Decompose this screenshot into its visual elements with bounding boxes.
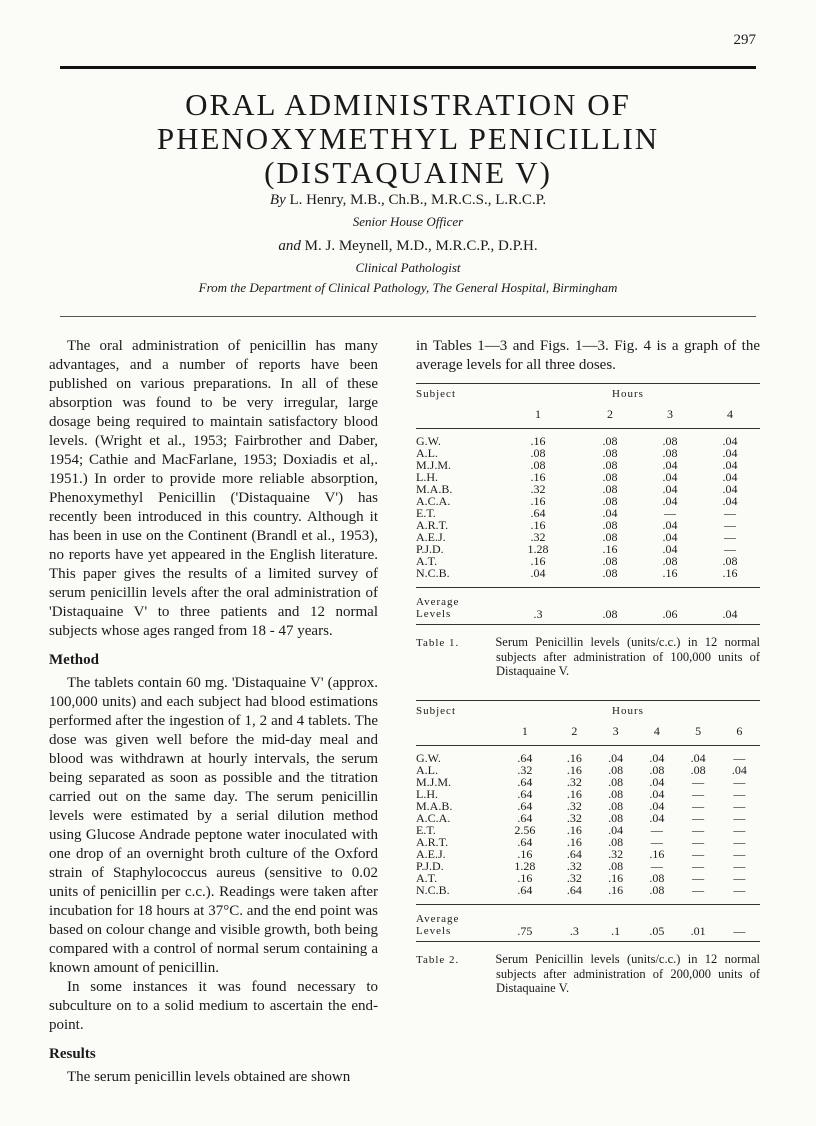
value-cell: .16 [517, 871, 533, 885]
hour-label: 3 [640, 400, 700, 429]
value-cell: .32 [608, 847, 624, 861]
hours-row-spacer [416, 717, 496, 746]
value-cell: .08 [649, 883, 665, 897]
value-cell: .04 [662, 470, 678, 484]
average-spacer [580, 588, 640, 609]
left-column [49, 337, 378, 1087]
value-cell: — [733, 883, 746, 897]
value-cell: .08 [608, 811, 624, 825]
subject-cell: L.H. [416, 787, 438, 801]
method-paragraph-2: In some instances it was found necessary to subculture on to a solid medium to ascertain the end-point. [49, 979, 378, 1033]
value-cell: — [733, 859, 746, 873]
table-row [416, 429, 760, 448]
value-cell: .08 [662, 446, 678, 460]
value-cell: — [692, 811, 705, 825]
value-cell: .16 [517, 847, 533, 861]
value-cell: .08 [608, 787, 624, 801]
value-cell: .04 [731, 763, 747, 777]
hours-row [416, 717, 760, 746]
subject-cell: A.E.J. [416, 530, 446, 544]
hours-header: Hours [496, 701, 760, 718]
value-cell: .04 [722, 458, 738, 472]
subject-cell: M.A.B. [416, 799, 453, 813]
article-title [60, 88, 756, 190]
subject-header: Subject [416, 384, 496, 401]
subject-cell: G.W. [416, 751, 441, 765]
value-cell: .04 [649, 787, 665, 801]
affiliation: From the Department of Clinical Pathology, The General Hospital, Birmingham [198, 280, 618, 295]
table-row [416, 776, 760, 788]
average-label: Average [416, 913, 460, 925]
table-1 [416, 383, 760, 625]
subject-cell: M.J.M. [416, 775, 452, 789]
average-spacer [640, 588, 700, 609]
value-cell: .04 [722, 446, 738, 460]
author-1 [60, 192, 756, 209]
levels-label: Levels [416, 925, 496, 942]
value-cell: .08 [649, 871, 665, 885]
table-header-row [416, 701, 760, 718]
value-cell: .04 [608, 751, 624, 765]
value-cell: — [692, 883, 705, 897]
value-cell: .04 [690, 751, 706, 765]
hours-row [416, 400, 760, 429]
subject-cell: A.L. [416, 446, 438, 460]
average-spacer [496, 588, 580, 609]
value-cell: .04 [608, 823, 624, 837]
value-cell: .16 [608, 871, 624, 885]
method-heading: Method [49, 652, 99, 668]
method-paragraph-1: The tablets contain 60 mg. 'Distaquaine V' (approx. 100,000 units) and each subject had blood estimations performed after the ingestion of 1, 2 and 4 tablets. The dose was given well before the mid-day meal and blood was withdrawn at hourly intervals, the serum being separated as soon as possible and the titration carried out on the same day. The serum penicillin levels were estimated by a serial dilution method using Glucose Andrade peptone water inoculated with one drop of an overnight broth culture of the Oxford strain of Staphylococcus aureus (sensitive to 0.02 units of penicillin per c.c.). Readings were taken after incubation for 18 hours at 37°C. and the end point was based on colour change and visible growth, both being compared with a control of normal serum containing a known amount of penicillin. [49, 675, 378, 976]
value-cell: .04 [602, 506, 618, 520]
value-cell: .04 [722, 434, 738, 448]
value-cell: — [733, 835, 746, 849]
average-spacer [595, 905, 636, 926]
value-cell: — [724, 530, 736, 544]
value-cell: .16 [566, 787, 582, 801]
value-cell: .64 [517, 799, 533, 813]
value-cell: .32 [566, 859, 582, 873]
table-row [416, 848, 760, 860]
value-cell: .04 [662, 518, 678, 532]
hour-label: 2 [554, 717, 595, 746]
value-cell: .08 [530, 458, 546, 472]
value-cell: .32 [566, 799, 582, 813]
value-cell: .04 [662, 542, 678, 556]
value-cell: .04 [649, 799, 665, 813]
value-cell: .64 [517, 787, 533, 801]
table-row [416, 459, 760, 471]
subject-cell: A.L. [416, 763, 438, 777]
value-cell: 1.28 [514, 859, 536, 873]
average-label: Average [416, 596, 460, 608]
value-cell: — [733, 847, 746, 861]
value-cell: .08 [690, 763, 706, 777]
table-row [416, 788, 760, 800]
table-divider [416, 579, 760, 588]
value-cell: .04 [530, 566, 546, 580]
average-spacer [700, 588, 760, 609]
value-cell: .16 [566, 835, 582, 849]
average-value: .04 [700, 608, 760, 625]
value-cell: .08 [608, 799, 624, 813]
subject-cell: P.J.D. [416, 859, 444, 873]
table-1-caption-label: Table 1. [416, 637, 460, 649]
table-row [416, 543, 760, 555]
value-cell: .16 [530, 494, 546, 508]
divider-cell [416, 579, 760, 588]
average-row [416, 925, 760, 942]
value-cell: — [650, 823, 663, 837]
table-row [416, 519, 760, 531]
hour-label: 5 [678, 717, 719, 746]
value-cell: — [724, 506, 736, 520]
table-1-caption-text: Serum Penicillin levels (units/c.c.) in 12 normal subjects after administration of 100,000 units of Distaquaine V. [495, 635, 761, 678]
table-1-caption [416, 635, 760, 678]
value-cell: — [692, 787, 705, 801]
average-value: .75 [496, 925, 554, 942]
value-cell: .64 [517, 835, 533, 849]
hour-label: 1 [496, 400, 580, 429]
results-paragraph: The serum penicillin levels obtained are shown [67, 1069, 351, 1085]
right-column [416, 337, 760, 995]
average-value: .06 [640, 608, 700, 625]
value-cell: .16 [530, 434, 546, 448]
table-row [416, 746, 760, 765]
value-cell: .32 [517, 763, 533, 777]
value-cell: .64 [517, 811, 533, 825]
value-cell: .04 [662, 530, 678, 544]
table-row [416, 836, 760, 848]
subject-cell: N.C.B. [416, 566, 450, 580]
value-cell: .64 [517, 883, 533, 897]
table-2-caption [416, 952, 760, 995]
value-cell: .04 [649, 751, 665, 765]
subject-cell: L.H. [416, 470, 438, 484]
value-cell: — [692, 799, 705, 813]
value-cell: .64 [566, 883, 582, 897]
table-row [416, 824, 760, 836]
value-cell: .08 [662, 554, 678, 568]
value-cell: .16 [566, 763, 582, 777]
divider-cell [416, 896, 760, 905]
value-cell: — [692, 847, 705, 861]
value-cell: — [664, 506, 676, 520]
value-cell: .08 [602, 446, 618, 460]
value-cell: .08 [602, 434, 618, 448]
value-cell: .64 [566, 847, 582, 861]
subject-cell: N.C.B. [416, 883, 450, 897]
author-1-role: Senior House Officer [352, 214, 464, 229]
value-cell: .08 [649, 763, 665, 777]
intro-paragraph: The oral administration of penicillin has many advantages, and a number of reports have been published on various preparations. In all of these absorption was found to be very irregular, large dosage being required to maintain satisfactory blood levels. (Wright et al., 1953; Fairbrother and Daber, 1954; Cathie and MacFarlane, 1953; Doxiadis et al,. 1951.) In order to provide more reliable absorption, Phenoxymethyl Penicillin ('Distaquaine V') has recently been introduced in this country. Although it has been in use on the Continent (Brandl et al., 1953), no reports have yet appeared in the English literature. This paper gives the results of a limited survey of serum penicillin levels after the oral administration of 'Distaquaine V' to three patients and 12 normal subjects whose ages ranged from 18 - 47 years. [49, 338, 378, 639]
value-cell: .08 [602, 518, 618, 532]
average-spacer [636, 905, 677, 926]
author-1-name: L. Henry, M.B., Ch.B., M.R.C.S., L.R.C.P. [289, 192, 547, 208]
value-cell: .08 [602, 554, 618, 568]
results-heading: Results [49, 1046, 96, 1062]
value-cell: .16 [566, 823, 582, 837]
hour-label: 3 [595, 717, 636, 746]
table-row [416, 567, 760, 579]
subject-header: Subject [416, 701, 496, 718]
value-cell: .04 [662, 494, 678, 508]
average-value: .08 [580, 608, 640, 625]
subject-cell: A.R.T. [416, 518, 449, 532]
hour-label: 2 [580, 400, 640, 429]
subject-cell: M.J.M. [416, 458, 452, 472]
value-cell: .08 [608, 859, 624, 873]
value-cell: — [733, 787, 746, 801]
value-cell: — [733, 823, 746, 837]
value-cell: .16 [662, 566, 678, 580]
table-row [416, 764, 760, 776]
subject-cell: A.T. [416, 554, 438, 568]
average-value: .3 [496, 608, 580, 625]
average-spacer [719, 905, 760, 926]
average-label-row [416, 588, 760, 609]
section-rule [60, 316, 756, 317]
table-row [416, 471, 760, 483]
hours-row-spacer [416, 400, 496, 429]
average-value: .01 [678, 925, 719, 942]
value-cell: — [733, 799, 746, 813]
average-spacer [496, 905, 554, 926]
value-cell: — [733, 751, 746, 765]
results-continuation: in Tables 1—3 and Figs. 1—3. Fig. 4 is a graph of the average levels for all three doses. [416, 338, 760, 373]
average-label-row [416, 905, 760, 926]
hour-label: 4 [700, 400, 760, 429]
value-cell: — [692, 835, 705, 849]
value-cell: .04 [649, 775, 665, 789]
value-cell: .32 [566, 871, 582, 885]
value-cell: .04 [662, 458, 678, 472]
subject-cell: G.W. [416, 434, 441, 448]
subject-cell: A.R.T. [416, 835, 449, 849]
title-line-3: (DISTAQUAINE V) [264, 155, 552, 190]
subject-cell: M.A.B. [416, 482, 453, 496]
average-value: .1 [595, 925, 636, 942]
value-cell: .08 [602, 530, 618, 544]
hour-label: 4 [636, 717, 677, 746]
average-value: .3 [554, 925, 595, 942]
table-row [416, 495, 760, 507]
table-row [416, 812, 760, 824]
hours-header: Hours [496, 384, 760, 401]
value-cell: .32 [530, 530, 546, 544]
table-row [416, 800, 760, 812]
table-row [416, 447, 760, 459]
value-cell: 1.28 [527, 542, 549, 556]
value-cell: .08 [602, 566, 618, 580]
page-number: 297 [733, 32, 756, 48]
value-cell: .64 [530, 506, 546, 520]
value-cell: .16 [722, 566, 738, 580]
header-rule [60, 66, 756, 69]
value-cell: — [650, 859, 663, 873]
value-cell: .04 [662, 482, 678, 496]
value-cell: .08 [602, 494, 618, 508]
value-cell: .16 [530, 518, 546, 532]
value-cell: .04 [649, 811, 665, 825]
table-row [416, 884, 760, 896]
author-1-prefix: By [269, 192, 286, 208]
value-cell: .08 [608, 763, 624, 777]
value-cell: .04 [722, 470, 738, 484]
subject-cell: A.T. [416, 871, 438, 885]
table-row [416, 531, 760, 543]
value-cell: .08 [602, 470, 618, 484]
levels-label: Levels [416, 608, 496, 625]
subject-cell: P.J.D. [416, 542, 444, 556]
value-cell: .16 [649, 847, 665, 861]
value-cell: .32 [566, 775, 582, 789]
value-cell: .04 [722, 494, 738, 508]
average-spacer [554, 905, 595, 926]
value-cell: — [733, 811, 746, 825]
value-cell: .64 [517, 751, 533, 765]
value-cell: .08 [722, 554, 738, 568]
table-row [416, 555, 760, 567]
value-cell: — [692, 871, 705, 885]
average-row [416, 608, 760, 625]
value-cell: .16 [608, 883, 624, 897]
value-cell: — [724, 542, 736, 556]
subject-cell: A.C.A. [416, 811, 451, 825]
value-cell: .08 [608, 775, 624, 789]
subject-cell: E.T. [416, 823, 436, 837]
table-divider [416, 896, 760, 905]
author-2-name: M. J. Meynell, M.D., M.R.C.P., D.P.H. [304, 238, 538, 254]
value-cell: .08 [662, 434, 678, 448]
subject-cell: A.E.J. [416, 847, 446, 861]
title-line-2: PHENOXYMETHYL PENICILLIN [156, 121, 660, 156]
table-row [416, 872, 760, 884]
value-cell: .64 [517, 775, 533, 789]
table-row [416, 483, 760, 495]
value-cell: — [650, 835, 663, 849]
hour-label: 1 [496, 717, 554, 746]
value-cell: — [733, 871, 746, 885]
value-cell: .08 [602, 482, 618, 496]
value-cell: .08 [608, 835, 624, 849]
average-value: .05 [636, 925, 677, 942]
author-2-prefix: and [278, 238, 301, 254]
value-cell: 2.56 [514, 823, 536, 837]
value-cell: — [692, 823, 705, 837]
value-cell: .32 [530, 482, 546, 496]
author-2-role: Clinical Pathologist [355, 260, 461, 275]
table-row [416, 860, 760, 872]
table-2-caption-label: Table 2. [416, 954, 460, 966]
value-cell: .04 [722, 482, 738, 496]
author-2 [60, 238, 756, 255]
table-2 [416, 700, 760, 942]
average-value: — [719, 925, 760, 942]
value-cell: — [692, 859, 705, 873]
table-row [416, 507, 760, 519]
value-cell: .16 [530, 554, 546, 568]
subject-cell: A.C.A. [416, 494, 451, 508]
average-spacer [678, 905, 719, 926]
value-cell: — [733, 775, 746, 789]
value-cell: — [692, 775, 705, 789]
value-cell: .16 [602, 542, 618, 556]
hour-label: 6 [719, 717, 760, 746]
table-header-row [416, 384, 760, 401]
value-cell: — [724, 518, 736, 532]
title-line-1: ORAL ADMINISTRATION OF [185, 87, 631, 122]
table-2-caption-text: Serum Penicillin levels (units/c.c.) in 12 normal subjects after administration of 200,000 units of Distaquaine V. [495, 952, 761, 995]
value-cell: .16 [530, 470, 546, 484]
value-cell: .08 [530, 446, 546, 460]
value-cell: .32 [566, 811, 582, 825]
subject-cell: E.T. [416, 506, 436, 520]
value-cell: .08 [602, 458, 618, 472]
value-cell: .16 [566, 751, 582, 765]
